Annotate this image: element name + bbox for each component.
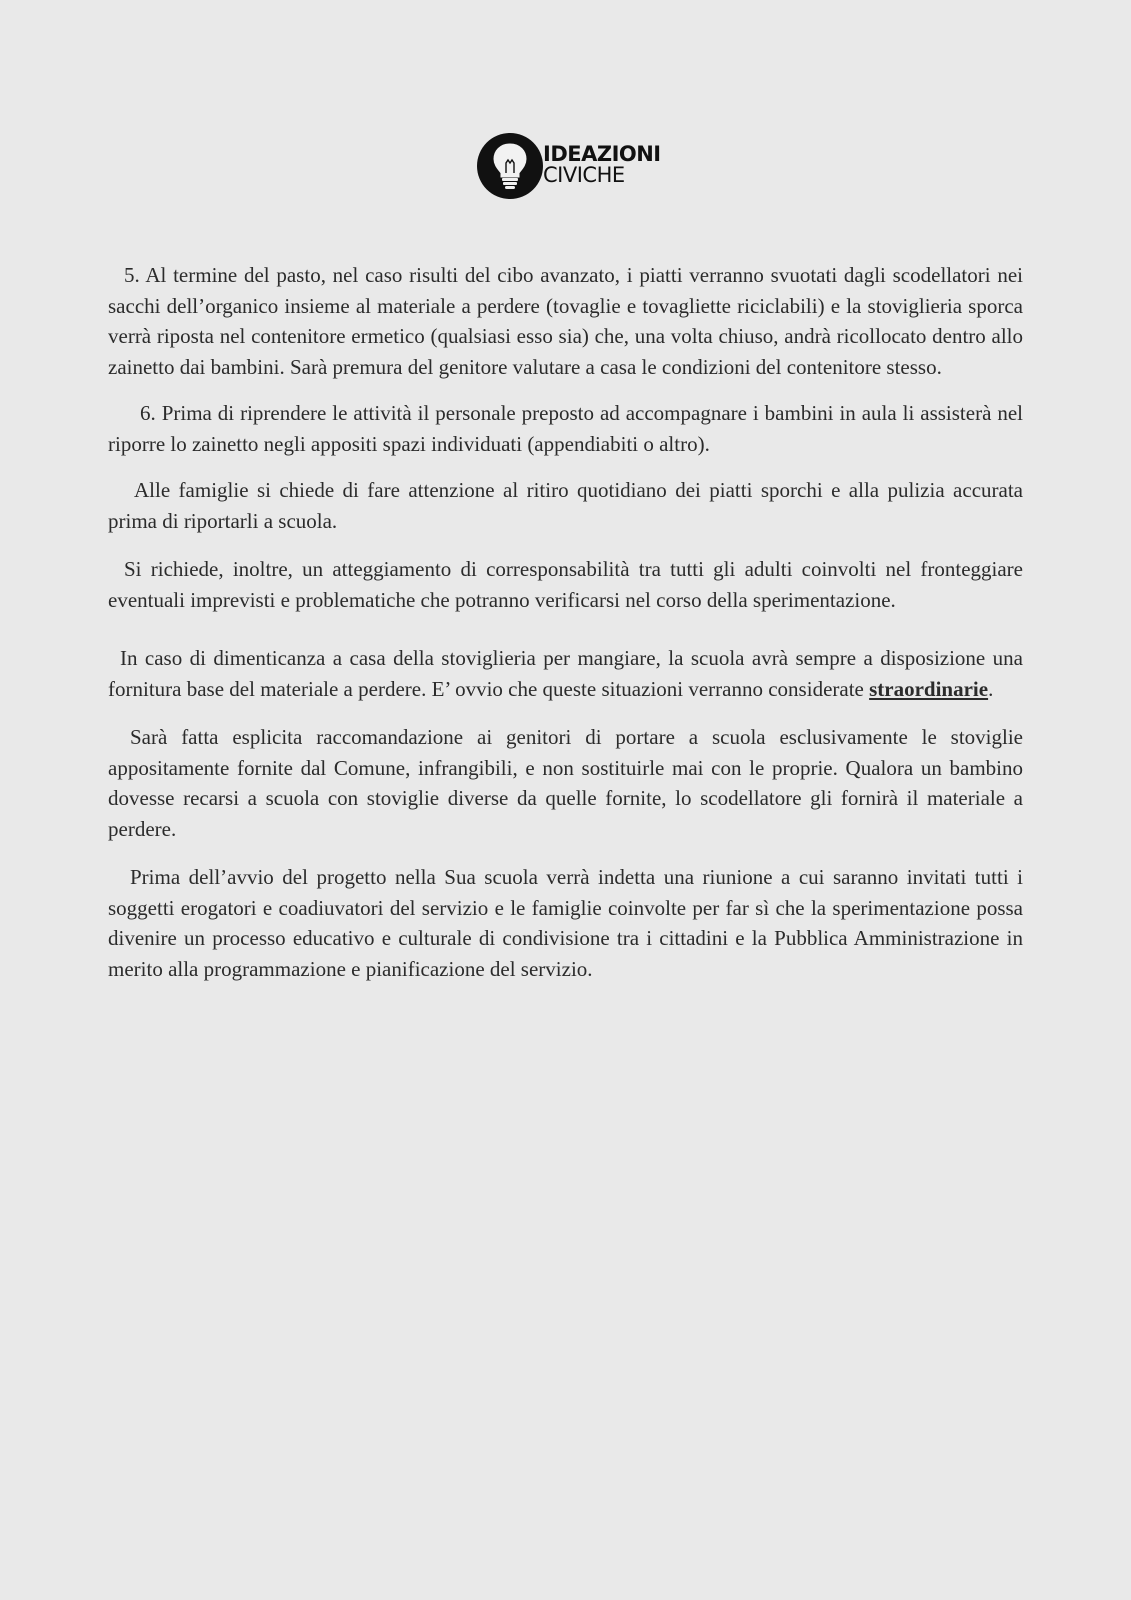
paragraph-meeting: Prima dell’avvio del progetto nella Sua scuola verrà indetta una riunione a cui saranno invitati tutti i soggetti erogatori e coadiuvatori del servizio e le famiglie coinvolte per far sì che la sperimentazione possa divenire un processo educativo e culturale di condivisione tra i cittadini e la Pubblica Amministrazione in merito alla programmazione e pianificazione del servizio. [108, 865, 1023, 981]
lightbulb-icon [474, 130, 546, 202]
paragraph-point-6: 6. Prima di riprendere le attività il personale preposto ad accompagnare i bambini in aula li assisterà nel riporre lo zainetto negli appositi spazi individuati (appendiabiti o altro). [108, 401, 1023, 456]
forgetfulness-text: In caso di dimenticanza a casa della stoviglieria per mangiare, la scuola avrà sempre a disposizione una fornitura base del materiale a perdere. E’ ovvio che queste situazioni verranno considerate [108, 646, 1023, 701]
forgetfulness-end: . [988, 676, 994, 701]
logo-line-2: CIVICHE [543, 163, 625, 187]
paragraph-forgetfulness [108, 643, 1023, 704]
paragraph-co-responsibility: Si richiede, inoltre, un atteggiamento di corresponsabilità tra tutti gli adulti coinvolti nel fronteggiare eventuali imprevisti e problematiche che potranno verificarsi nel corso della sperimentazione. [108, 557, 1023, 612]
logo-wordmark [543, 144, 661, 186]
paragraph-families: Alle famiglie si chiede di fare attenzione al ritiro quotidiano dei piatti sporchi e alla pulizia accurata prima di riportarli a scuola. [108, 478, 1023, 533]
ideazioni-civiche-logo [474, 130, 674, 202]
paragraph-recommendation: Sarà fatta esplicita raccomandazione ai genitori di portare a scuola esclusivamente le stoviglie appositamente fornite dal Comune, infrangibili, e non sostituirle mai con le proprie. Qualora un bambino dovesse recarsi a scuola con stoviglie diverse da quelle fornite, lo scodellatore gli fornirà il materiale a perdere. [108, 725, 1023, 841]
emphasis-straordinarie: straordinarie [869, 676, 989, 701]
document-body [108, 260, 1023, 984]
paragraph-point-5: 5. Al termine del pasto, nel caso risulti del cibo avanzato, i piatti verranno svuotati dagli scodellatori nei sacchi dell’organico insieme al materiale a perdere (tovaglie e tovagliette riciclabili) e la stoviglieria sporca verrà riposta nel contenitore ermetico (qualsiasi esso sia) che, una volta chiuso, andrà ricollocato dentro allo zainetto dai bambini. Sarà premura del genitore valutare a casa le condizioni del contenitore stesso. [108, 263, 1023, 379]
logo-line-1: IDEAZIONI [543, 142, 661, 166]
